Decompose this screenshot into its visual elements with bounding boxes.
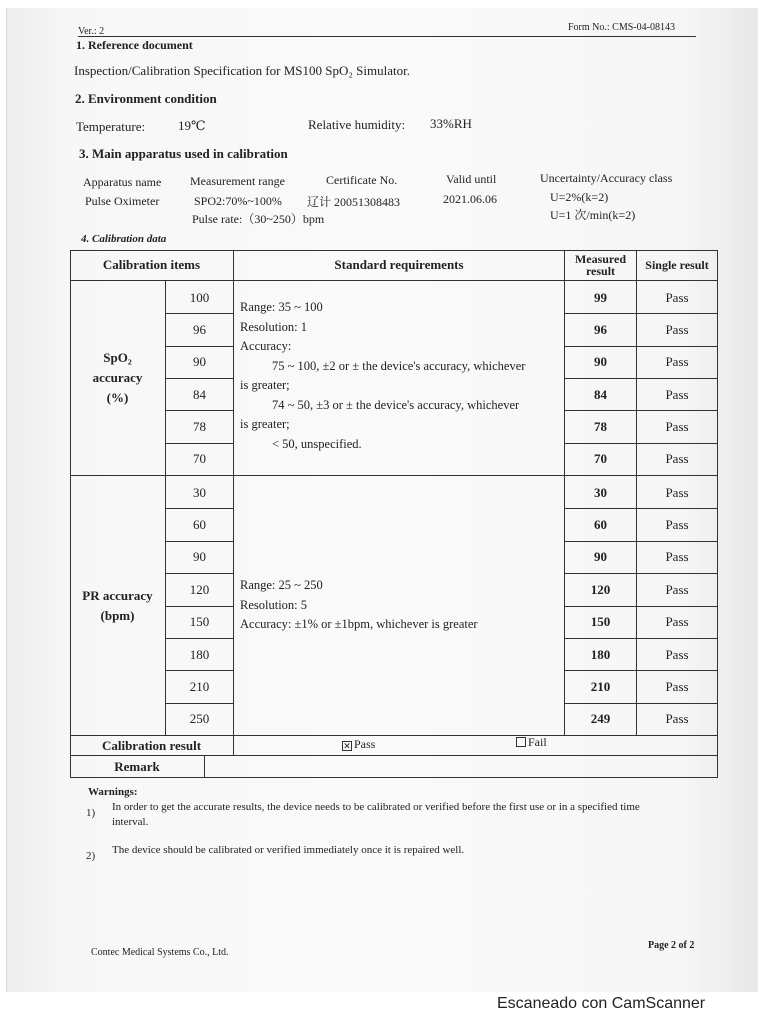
pr-single-result-cell: Pass	[665, 646, 689, 662]
uncertainty-value-1: U=2%(k=2)	[550, 190, 609, 204]
form-number: Form No.: CMS-04-08143	[568, 22, 675, 33]
spo2-requirement-line: 74 ~ 50, ±3 or ± the device's accuracy, whichever	[272, 397, 520, 412]
pass-checkbox[interactable]	[342, 737, 375, 752]
spo2-setpoint-cell: 78	[193, 418, 206, 434]
scanner-watermark: Escaneado con CamScanner	[497, 995, 706, 1012]
warnings-title: Warnings:	[88, 786, 138, 798]
pr-single-result-cell: Pass	[665, 517, 689, 533]
certificate-value: 辽计 20051308483	[307, 195, 401, 209]
spo2-measured-cell: 90	[594, 354, 607, 370]
warning-number: 2)	[86, 850, 96, 862]
certificate-header: Certificate No.	[326, 173, 398, 187]
section-3-title: 3. Main apparatus used in calibration	[79, 146, 288, 161]
spo2-measured-cell: 99	[594, 289, 607, 305]
pass-label: Pass	[354, 737, 376, 751]
section-2-title: 2. Environment condition	[75, 91, 217, 106]
spo2-requirement-line: Accuracy:	[240, 339, 292, 353]
checked-box-icon: ✕	[343, 741, 351, 751]
spo2-setpoint-cell: 90	[193, 354, 206, 370]
pr-setpoint-cell: 120	[189, 581, 210, 597]
temperature-value: 19℃	[178, 118, 206, 133]
uncertainty-value-2: U=1 次/min(k=2)	[550, 208, 636, 222]
scanner-watermark-bar	[0, 994, 768, 1024]
measurement-range-header: Measurement range	[190, 174, 285, 188]
pr-setpoint-cell: 150	[189, 614, 210, 630]
company-name: Contec Medical Systems Co., Ltd.	[91, 947, 229, 958]
section-4-title: 4. Calibration data	[81, 233, 167, 245]
pr-measured-cell: 90	[594, 549, 607, 565]
spo2-requirement-line: < 50, unspecified.	[272, 436, 362, 451]
spo2-single-result-cell: Pass	[665, 321, 689, 337]
pr-measured-cell: 210	[590, 679, 611, 695]
unchecked-box-icon	[516, 737, 526, 747]
pr-measured-cell: 180	[590, 646, 611, 662]
spo2-single-result-cell: Pass	[665, 386, 689, 402]
spo2-setpoint-cell: 100	[189, 289, 210, 305]
warning-number: 1)	[86, 807, 96, 819]
measured-result-header: Measured result	[574, 252, 627, 278]
warning-text: The device should be calibrated or verified immediately once it is repaired well.	[112, 844, 465, 856]
fail-checkbox[interactable]	[516, 735, 547, 750]
spo2-accuracy-label: SpO₂ accuracy (%)	[92, 350, 143, 405]
spo2-measured-cell: 70	[594, 451, 607, 467]
pr-single-result-cell: Pass	[665, 711, 689, 727]
pr-requirement-line: Accuracy: ±1% or ±1bpm, whichever is greater	[240, 617, 478, 631]
pr-setpoint-cell: 210	[189, 679, 210, 695]
spo2-measured-cell: 96	[594, 321, 607, 337]
pulse-range-value: Pulse rate:（30~250）bpm	[192, 212, 325, 226]
spo2-setpoint-cell: 96	[193, 321, 206, 337]
spo2-setpoint-cell: 84	[193, 386, 206, 402]
calibration-items-header: Calibration items	[102, 257, 201, 272]
spo2-requirement-line: Resolution: 1	[240, 319, 308, 334]
pr-accuracy-label: PR accuracy (bpm)	[82, 587, 153, 623]
humidity-value: 33%RH	[430, 116, 472, 131]
apparatus-name-value: Pulse Oximeter	[85, 194, 160, 208]
single-result-header: Single result	[645, 258, 709, 272]
version-label: Ver.: 2	[78, 26, 105, 37]
spo2-setpoint-cell: 70	[193, 451, 206, 467]
pr-measured-cell: 249	[590, 711, 611, 727]
spo2-range-value: SPO2:70%~100%	[194, 194, 282, 208]
pr-requirement-line: Range: 25 ~ 250	[240, 578, 323, 592]
spo2-requirement-line: 75 ~ 100, ±2 or ± the device's accuracy, whichever	[272, 358, 526, 373]
humidity-label: Relative humidity:	[308, 117, 406, 132]
pr-measured-cell: 30	[594, 484, 607, 500]
temperature-label: Temperature:	[76, 119, 146, 134]
warning-text-continued: interval.	[112, 816, 149, 828]
pr-requirement-line: Resolution: 5	[240, 597, 308, 612]
pr-measured-cell: 150	[590, 614, 611, 630]
page-number: Page 2 of 2	[648, 940, 695, 951]
pr-setpoint-cell: 180	[189, 646, 210, 662]
section-1-title: 1. Reference document	[76, 38, 193, 52]
spo2-requirement-line: Range: 35 ~ 100	[240, 300, 323, 314]
pr-single-result-cell: Pass	[665, 549, 689, 565]
spo2-single-result-cell: Pass	[665, 289, 689, 305]
spo2-measured-cell: 78	[594, 418, 607, 434]
spo2-single-result-cell: Pass	[665, 451, 689, 467]
calibration-table	[70, 250, 718, 778]
warning-text: In order to get the accurate results, the device needs to be calibrated or verified before the first use or in a specified time	[112, 801, 640, 813]
valid-until-value: 2021.06.06	[443, 192, 497, 206]
reference-document-text: Inspection/Calibration Specification for MS100 SpO₂ Simulator.	[74, 63, 410, 78]
fail-label: Fail	[528, 735, 547, 749]
pr-measured-cell: 120	[590, 581, 611, 597]
pr-requirements	[240, 576, 478, 635]
spo2-requirement-line: is greater;	[240, 378, 290, 392]
pr-single-result-cell: Pass	[665, 484, 689, 500]
pr-single-result-cell: Pass	[665, 679, 689, 695]
uncertainty-header: Uncertainty/Accuracy class	[540, 171, 673, 185]
spo2-requirement-line: is greater;	[240, 417, 290, 431]
apparatus-name-header: Apparatus name	[83, 175, 162, 189]
valid-until-header: Valid until	[446, 172, 497, 186]
standard-requirements-header: Standard requirements	[334, 257, 464, 272]
spo2-single-result-cell: Pass	[665, 354, 689, 370]
spo2-measured-cell: 84	[594, 386, 607, 402]
header-rule	[78, 36, 696, 37]
pr-measured-cell: 60	[594, 517, 607, 533]
pr-setpoint-cell: 90	[193, 549, 206, 565]
calibration-result-label: Calibration result	[101, 737, 202, 753]
pr-setpoint-cell: 30	[193, 484, 206, 500]
pr-setpoint-cell: 60	[193, 517, 206, 533]
pr-single-result-cell: Pass	[665, 614, 689, 630]
pr-single-result-cell: Pass	[665, 581, 689, 597]
remark-label: Remark	[114, 758, 160, 774]
pr-setpoint-cell: 250	[189, 711, 210, 727]
spo2-requirements	[240, 298, 525, 454]
spo2-single-result-cell: Pass	[665, 418, 689, 434]
